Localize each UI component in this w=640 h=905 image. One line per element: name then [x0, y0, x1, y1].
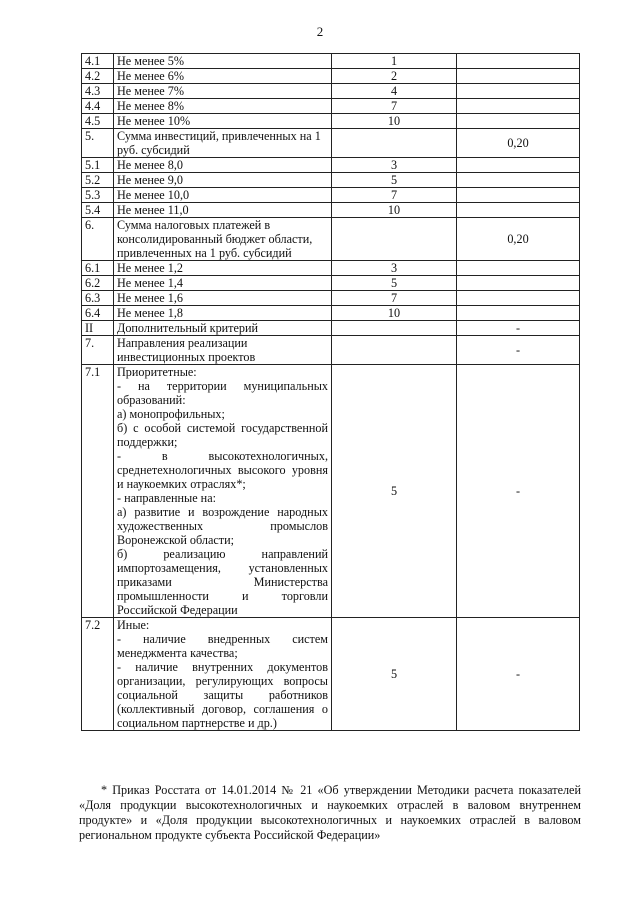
- weight-cell: [457, 276, 580, 291]
- row-number: 5.: [82, 129, 114, 158]
- score-cell: 10: [332, 203, 457, 218]
- criterion-line: Иные:: [117, 618, 150, 632]
- row-number: 6.3: [82, 291, 114, 306]
- page-number: 2: [316, 24, 324, 39]
- row-number: 6.: [82, 218, 114, 261]
- table-row: [82, 336, 580, 365]
- table-row: [82, 218, 580, 261]
- score-cell: 7: [332, 188, 457, 203]
- criterion-name: Не менее 1,6: [114, 291, 332, 306]
- criterion-name: Не менее 5%: [114, 54, 332, 69]
- weight-cell: [457, 54, 580, 69]
- score-cell: 7: [332, 291, 457, 306]
- table-row: [82, 306, 580, 321]
- row-number: 6.2: [82, 276, 114, 291]
- row-number: 5.3: [82, 188, 114, 203]
- criterion-name: [114, 365, 332, 618]
- table-row: [82, 365, 580, 618]
- criterion-line: б) реализацию направлений импортозамещения, установленных приказами Министерства промышленности и торговли Российской Федерации: [117, 547, 328, 617]
- weight-cell: [457, 173, 580, 188]
- table-row: [82, 276, 580, 291]
- weight-cell: [457, 203, 580, 218]
- score-cell: 10: [332, 114, 457, 129]
- score-cell: [332, 218, 457, 261]
- row-number: II: [82, 321, 114, 336]
- row-number: 6.4: [82, 306, 114, 321]
- table-row: [82, 114, 580, 129]
- weight-cell: -: [457, 321, 580, 336]
- criterion-name: Не менее 6%: [114, 69, 332, 84]
- criterion-name: Сумма инвестиций, привлеченных на 1 руб. субсидий: [114, 129, 332, 158]
- row-number: 4.4: [82, 99, 114, 114]
- score-cell: 10: [332, 306, 457, 321]
- score-cell: 5: [332, 173, 457, 188]
- score-cell: 5: [332, 618, 457, 731]
- table-row: [82, 321, 580, 336]
- criterion-name: Не менее 8,0: [114, 158, 332, 173]
- row-number: 4.5: [82, 114, 114, 129]
- score-cell: 3: [332, 158, 457, 173]
- score-cell: 2: [332, 69, 457, 84]
- criteria-table-body: [82, 54, 580, 731]
- criterion-name: Не менее 10%: [114, 114, 332, 129]
- criterion-name: Не менее 10,0: [114, 188, 332, 203]
- weight-cell: 0,20: [457, 218, 580, 261]
- table-row: [82, 261, 580, 276]
- criterion-line: - наличие внутренних документов организации, регулирующих вопросы социальной защиты работников (коллективный договор, соглашения о социальном партнерстве и др.): [117, 660, 328, 730]
- weight-cell: -: [457, 618, 580, 731]
- criterion-name: Не менее 9,0: [114, 173, 332, 188]
- score-cell: [332, 336, 457, 365]
- table-row: [82, 99, 580, 114]
- criterion-name: Дополнительный критерий: [114, 321, 332, 336]
- row-number: 7.: [82, 336, 114, 365]
- row-number: 5.4: [82, 203, 114, 218]
- table-row: [82, 129, 580, 158]
- score-cell: 1: [332, 54, 457, 69]
- criterion-name: Не менее 11,0: [114, 203, 332, 218]
- weight-cell: [457, 188, 580, 203]
- criterion-name: Не менее 7%: [114, 84, 332, 99]
- score-cell: [332, 129, 457, 158]
- weight-cell: [457, 291, 580, 306]
- table-row: [82, 291, 580, 306]
- score-cell: 4: [332, 84, 457, 99]
- score-cell: [332, 321, 457, 336]
- row-number: 6.1: [82, 261, 114, 276]
- score-cell: 5: [332, 276, 457, 291]
- row-number: 5.2: [82, 173, 114, 188]
- table-row: [82, 84, 580, 99]
- criterion-name: Не менее 1,2: [114, 261, 332, 276]
- row-number: 7.1: [82, 365, 114, 618]
- row-number: 4.1: [82, 54, 114, 69]
- criterion-name: Не менее 1,8: [114, 306, 332, 321]
- criterion-line: - на территории муниципальных образований:: [117, 379, 328, 407]
- weight-cell: [457, 99, 580, 114]
- criterion-name: [114, 618, 332, 731]
- criterion-name: Не менее 8%: [114, 99, 332, 114]
- row-number: 5.1: [82, 158, 114, 173]
- weight-cell: [457, 69, 580, 84]
- footnote: * Приказ Росстата от 14.01.2014 № 21 «Об утверждении Методики расчета показателей «Доля продукции высокотехнологичных и наукоемких отраслей в валовом внутреннем продукте» и «Доля продукции высокотехнологичных и наукоемких отраслей в валовом региональном продукте субъекта Российской Федерации»: [79, 783, 581, 842]
- weight-cell: [457, 84, 580, 99]
- criterion-name: Не менее 1,4: [114, 276, 332, 291]
- score-cell: 3: [332, 261, 457, 276]
- score-cell: 5: [332, 365, 457, 618]
- weight-cell: [457, 261, 580, 276]
- weight-cell: -: [457, 336, 580, 365]
- table-row: [82, 158, 580, 173]
- table-row: [82, 618, 580, 731]
- criterion-name: Направления реализации инвестиционных проектов: [114, 336, 332, 365]
- row-number: 4.3: [82, 84, 114, 99]
- weight-cell: [457, 114, 580, 129]
- criterion-line: б) с особой системой государственной поддержки;: [117, 421, 328, 449]
- score-cell: 7: [332, 99, 457, 114]
- row-number: 7.2: [82, 618, 114, 731]
- weight-cell: 0,20: [457, 129, 580, 158]
- table-row: [82, 54, 580, 69]
- table-row: [82, 203, 580, 218]
- weight-cell: [457, 306, 580, 321]
- criterion-line: а) монопрофильных;: [117, 407, 225, 421]
- row-number: 4.2: [82, 69, 114, 84]
- criteria-table: [81, 53, 580, 731]
- criterion-line: - в высокотехнологичных, среднетехнологичных высокого уровня и наукоемких отраслях*;: [117, 449, 328, 491]
- criterion-line: Приоритетные:: [117, 365, 197, 379]
- criterion-name: Сумма налоговых платежей в консолидированный бюджет области, привлеченных на 1 руб. субсидий: [114, 218, 332, 261]
- criterion-line: - направленные на:: [117, 491, 216, 505]
- weight-cell: [457, 158, 580, 173]
- weight-cell: -: [457, 365, 580, 618]
- table-row: [82, 188, 580, 203]
- criterion-line: а) развитие и возрождение народных художественных промыслов Воронежской области;: [117, 505, 328, 547]
- table-row: [82, 69, 580, 84]
- table-row: [82, 173, 580, 188]
- criterion-line: - наличие внедренных систем менеджмента качества;: [117, 632, 328, 660]
